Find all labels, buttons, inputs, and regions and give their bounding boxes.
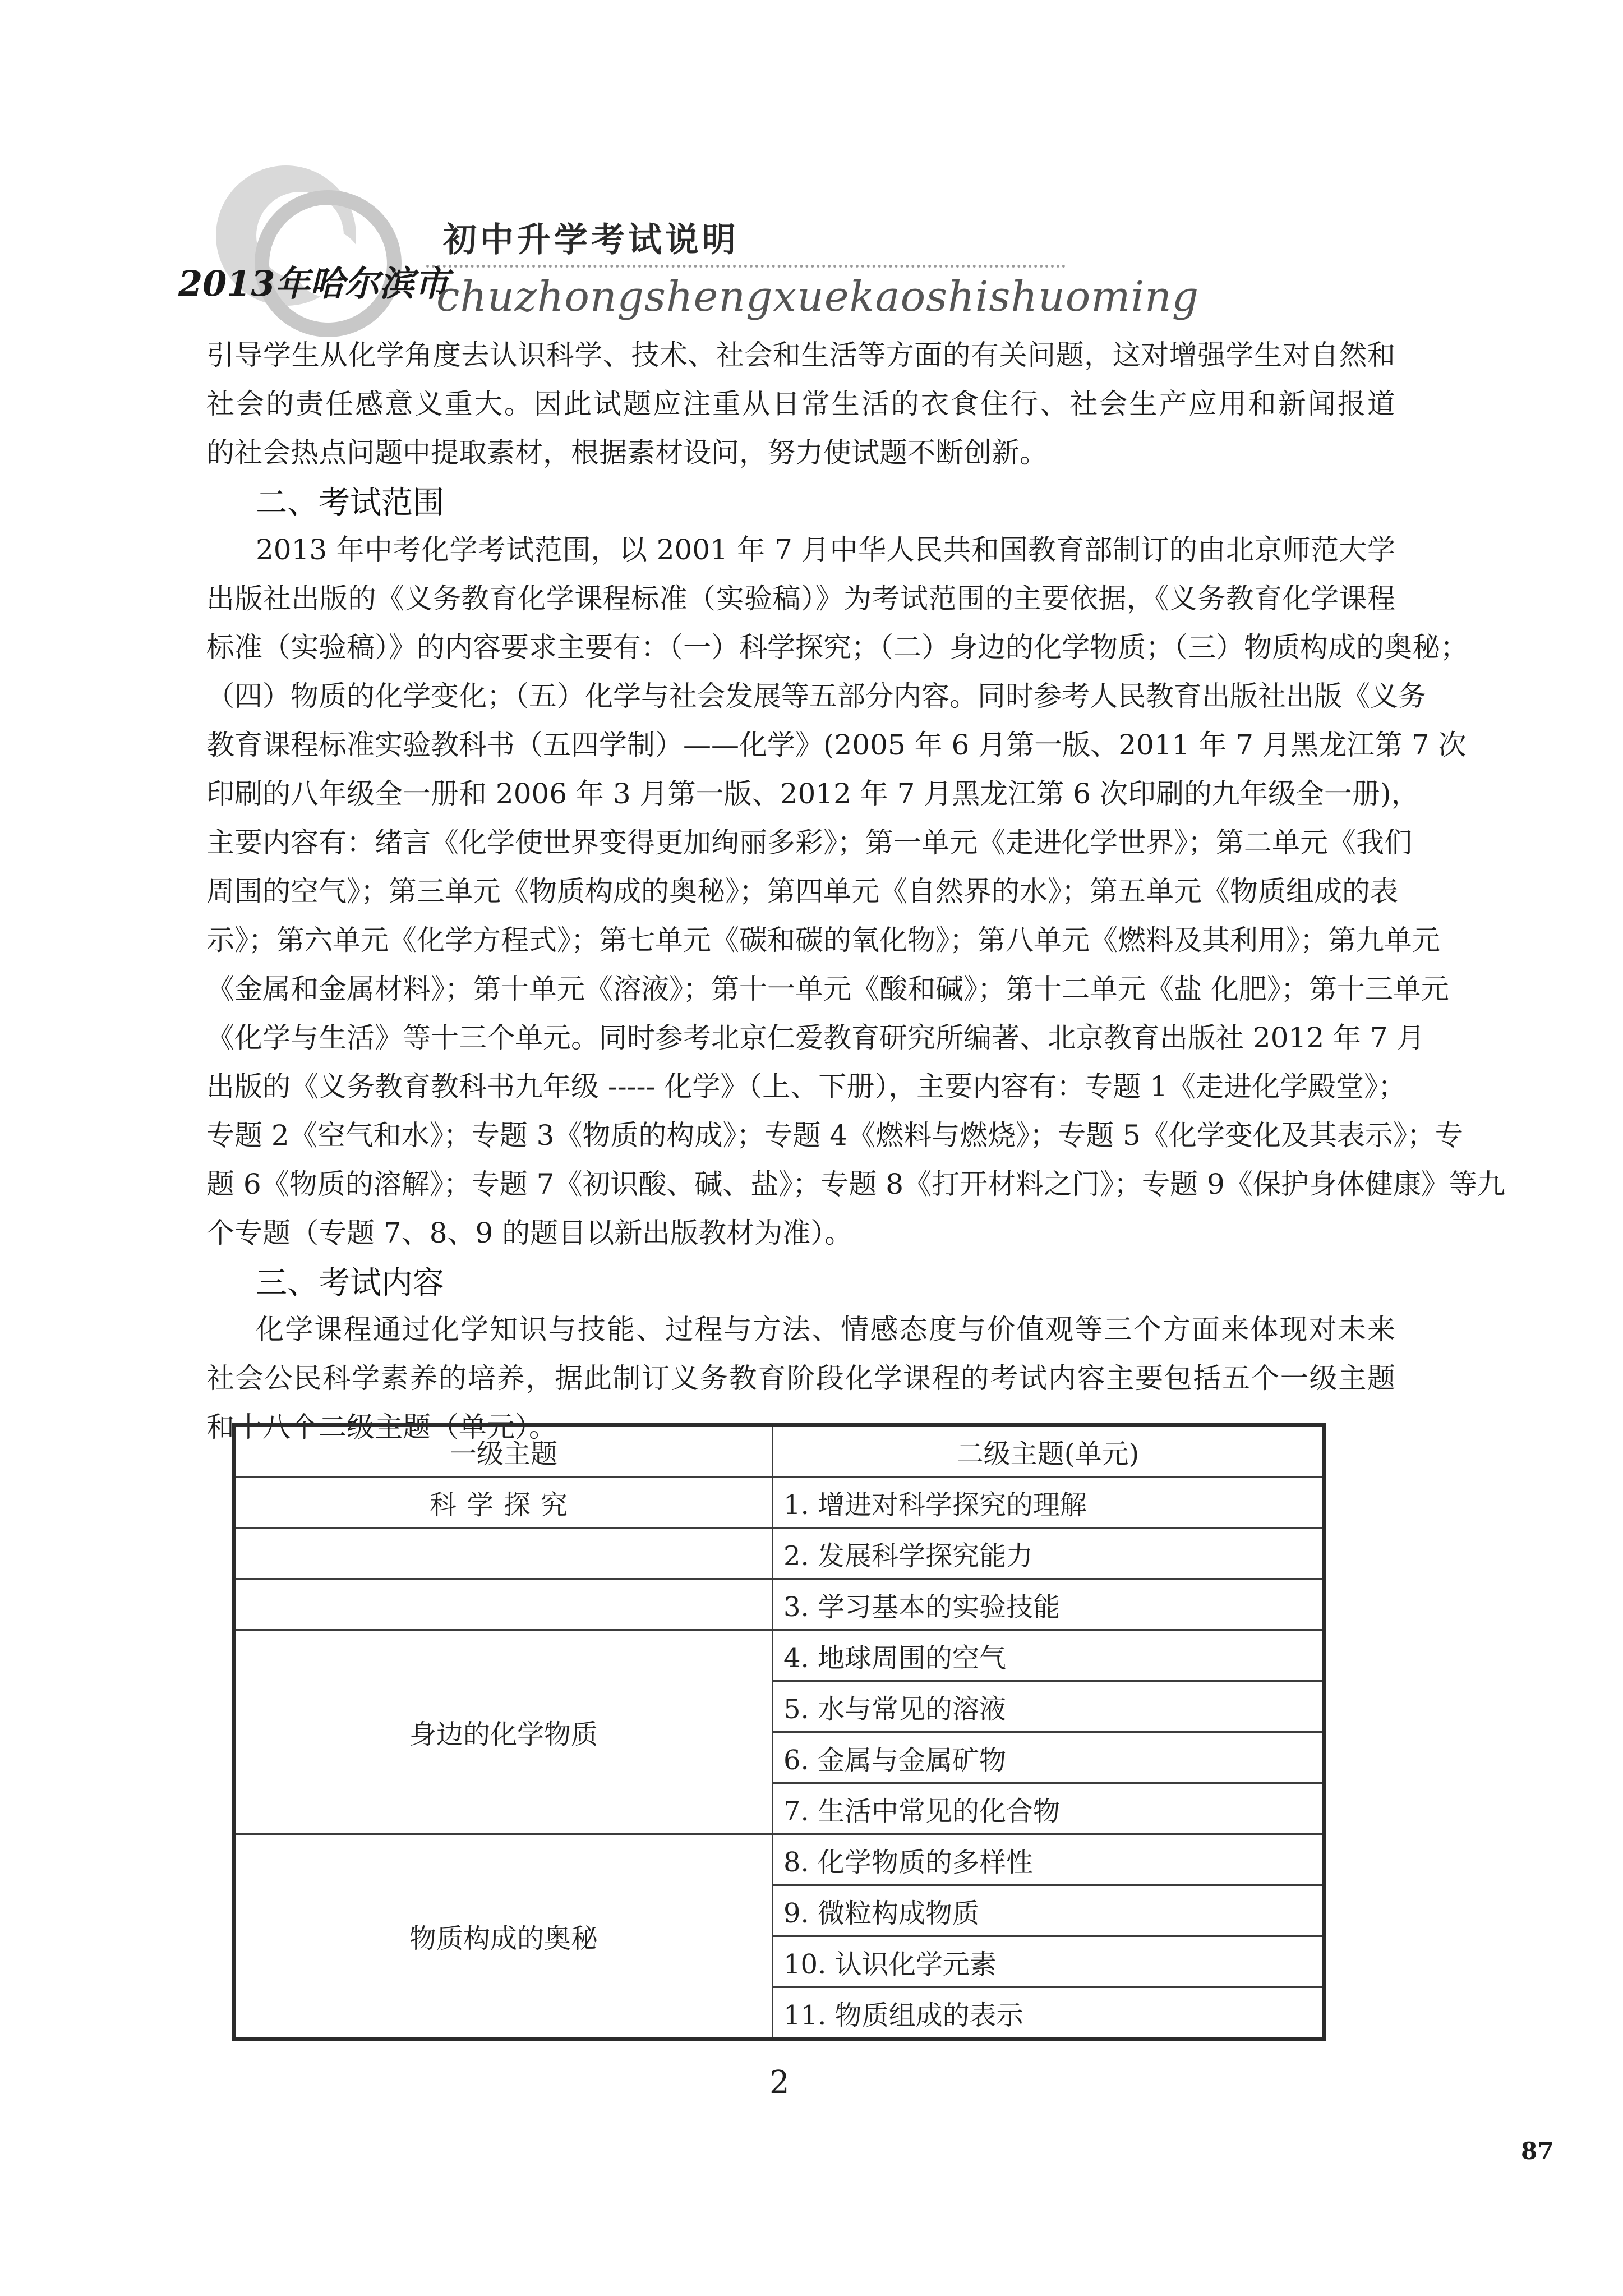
- table-row: [234, 1579, 1324, 1630]
- primary-topic-cell: 身边的化学物质: [234, 1630, 773, 1834]
- unit-cell: 9. 微粒构成物质: [773, 1885, 1325, 1936]
- header-pinyin: chuzhongshengxuekaoshishuoming: [436, 273, 1200, 321]
- page-number: 2: [769, 2064, 790, 2101]
- primary-topic-cell: 科学探究: [234, 1477, 773, 1528]
- unit-cell: 11. 物质组成的表示: [773, 1987, 1325, 2040]
- header-divider: [426, 265, 1066, 268]
- content-line: 社会公民科学素养的培养，据此制订义务教育阶段化学课程的考试内容主要包括五个一级主题: [206, 1362, 1395, 1395]
- scope-line: 2013 年中考化学考试范围，以 2001 年 7 月中华人民共和国教育部制订的由北京师范大学: [256, 533, 1395, 566]
- scope-line: 出版的《义务教育教科书九年级 ----- 化学》（上、下册），主要内容有：专题 1《走进化学殿堂》；: [206, 1070, 1406, 1103]
- unit-cell: 2. 发展科学探究能力: [773, 1528, 1325, 1579]
- unit-cell: 7. 生活中常见的化合物: [773, 1783, 1325, 1834]
- topics-table: [232, 1423, 1326, 2041]
- scope-line: 出版社出版的《义务教育化学课程标准（实验稿）》为考试范围的主要依据，《义务教育化学课程: [206, 582, 1395, 615]
- intro-line: 社会的责任感意义重大。因此试题应注重从日常生活的衣食住行、社会生产应用和新闻报道: [206, 388, 1395, 420]
- content-line: 和十八个二级主题（单元）。: [206, 1411, 557, 1443]
- scope-line: 教育课程标准实验教科书（五四学制）——化学》(2005 年 6 月第一版、2011 年 7 月黑龙江第 7 次: [206, 729, 1467, 761]
- unit-cell: 5. 水与常见的溶液: [773, 1681, 1325, 1732]
- unit-cell: 6. 金属与金属矿物: [773, 1732, 1325, 1783]
- header-title: 初中升学考试说明: [443, 220, 739, 260]
- section-heading-content: 三、考试内容: [256, 1265, 444, 1301]
- unit-cell: 4. 地球周围的空气: [773, 1630, 1325, 1681]
- header-primary-topic: 一级主题: [234, 1425, 773, 1477]
- section-heading-scope: 二、考试范围: [256, 485, 444, 521]
- table-row: [234, 1834, 1324, 1885]
- table-row: [234, 1477, 1324, 1528]
- header-city-year: 2013年哈尔滨市: [178, 263, 449, 304]
- header-secondary-topic: 二级主题(单元): [773, 1425, 1325, 1477]
- empty-cell: [234, 1579, 773, 1630]
- intro-line: 引导学生从化学角度去认识科学、技术、社会和生活等方面的有关问题，这对增强学生对自然和: [206, 339, 1395, 371]
- scope-line: 周围的空气》；第三单元《物质构成的奥秘》；第四单元《自然界的水》；第五单元《物质组成的表: [206, 875, 1398, 908]
- primary-topic-cell: 物质构成的奥秘: [234, 1834, 773, 2040]
- header-logo: [202, 151, 426, 353]
- scope-line: 示》；第六单元《化学方程式》；第七单元《碳和碳的氧化物》；第八单元《燃料及其利用》；第九单元: [206, 924, 1440, 956]
- unit-cell: 10. 认识化学元素: [773, 1936, 1325, 1987]
- empty-cell: [234, 1528, 773, 1579]
- table-row: [234, 1528, 1324, 1579]
- table-row: [234, 1630, 1324, 1681]
- unit-cell: 3. 学习基本的实验技能: [773, 1579, 1325, 1630]
- unit-cell: 8. 化学物质的多样性: [773, 1834, 1325, 1885]
- content-line: 化学课程通过化学知识与技能、过程与方法、情感态度与价值观等三个方面来体现对未来: [256, 1313, 1395, 1346]
- scope-line: 《化学与生活》等十三个单元。同时参考北京仁爱教育研究所编著、北京教育出版社 2012 年 7 月: [206, 1022, 1425, 1054]
- scope-line: 个专题（专题 7、8、9 的题目以新出版教材为准）。: [206, 1217, 853, 1249]
- scope-line: 印刷的八年级全一册和 2006 年 3 月第一版、2012 年 7 月黑龙江第 6 次印刷的九年级全一册)，: [206, 777, 1419, 810]
- unit-cell: 1. 增进对科学探究的理解: [773, 1477, 1325, 1528]
- scan-page-number: 87: [1521, 2137, 1554, 2165]
- scope-line: 题 6《物质的溶解》；专题 7《初识酸、碱、盐》；专题 8《打开材料之门》；专题 9《保护身体健康》等九: [206, 1168, 1505, 1200]
- scope-line: （四）物质的化学变化；（五）化学与社会发展等五部分内容。同时参考人民教育出版社出版《义务: [206, 680, 1426, 712]
- intro-line: 的社会热点问题中提取素材，根据素材设问，努力使试题不断创新。: [206, 436, 1048, 469]
- scope-line: 标准（实验稿）》的内容要求主要有：（一）科学探究；（二）身边的化学物质；（三）物质构成的奥秘；: [206, 631, 1468, 664]
- table-header-row: [234, 1425, 1324, 1477]
- scope-line: 专题 2《空气和水》；专题 3《物质的构成》；专题 4《燃料与燃烧》；专题 5《化学变化及其表示》；专: [206, 1119, 1463, 1152]
- scope-line: 主要内容有：绪言《化学使世界变得更加绚丽多彩》；第一单元《走进化学世界》；第二单元《我们: [206, 826, 1412, 859]
- scope-line: 《金属和金属材料》；第十单元《溶液》；第十一单元《酸和碱》；第十二单元《盐 化肥》；第十三单元: [206, 973, 1449, 1005]
